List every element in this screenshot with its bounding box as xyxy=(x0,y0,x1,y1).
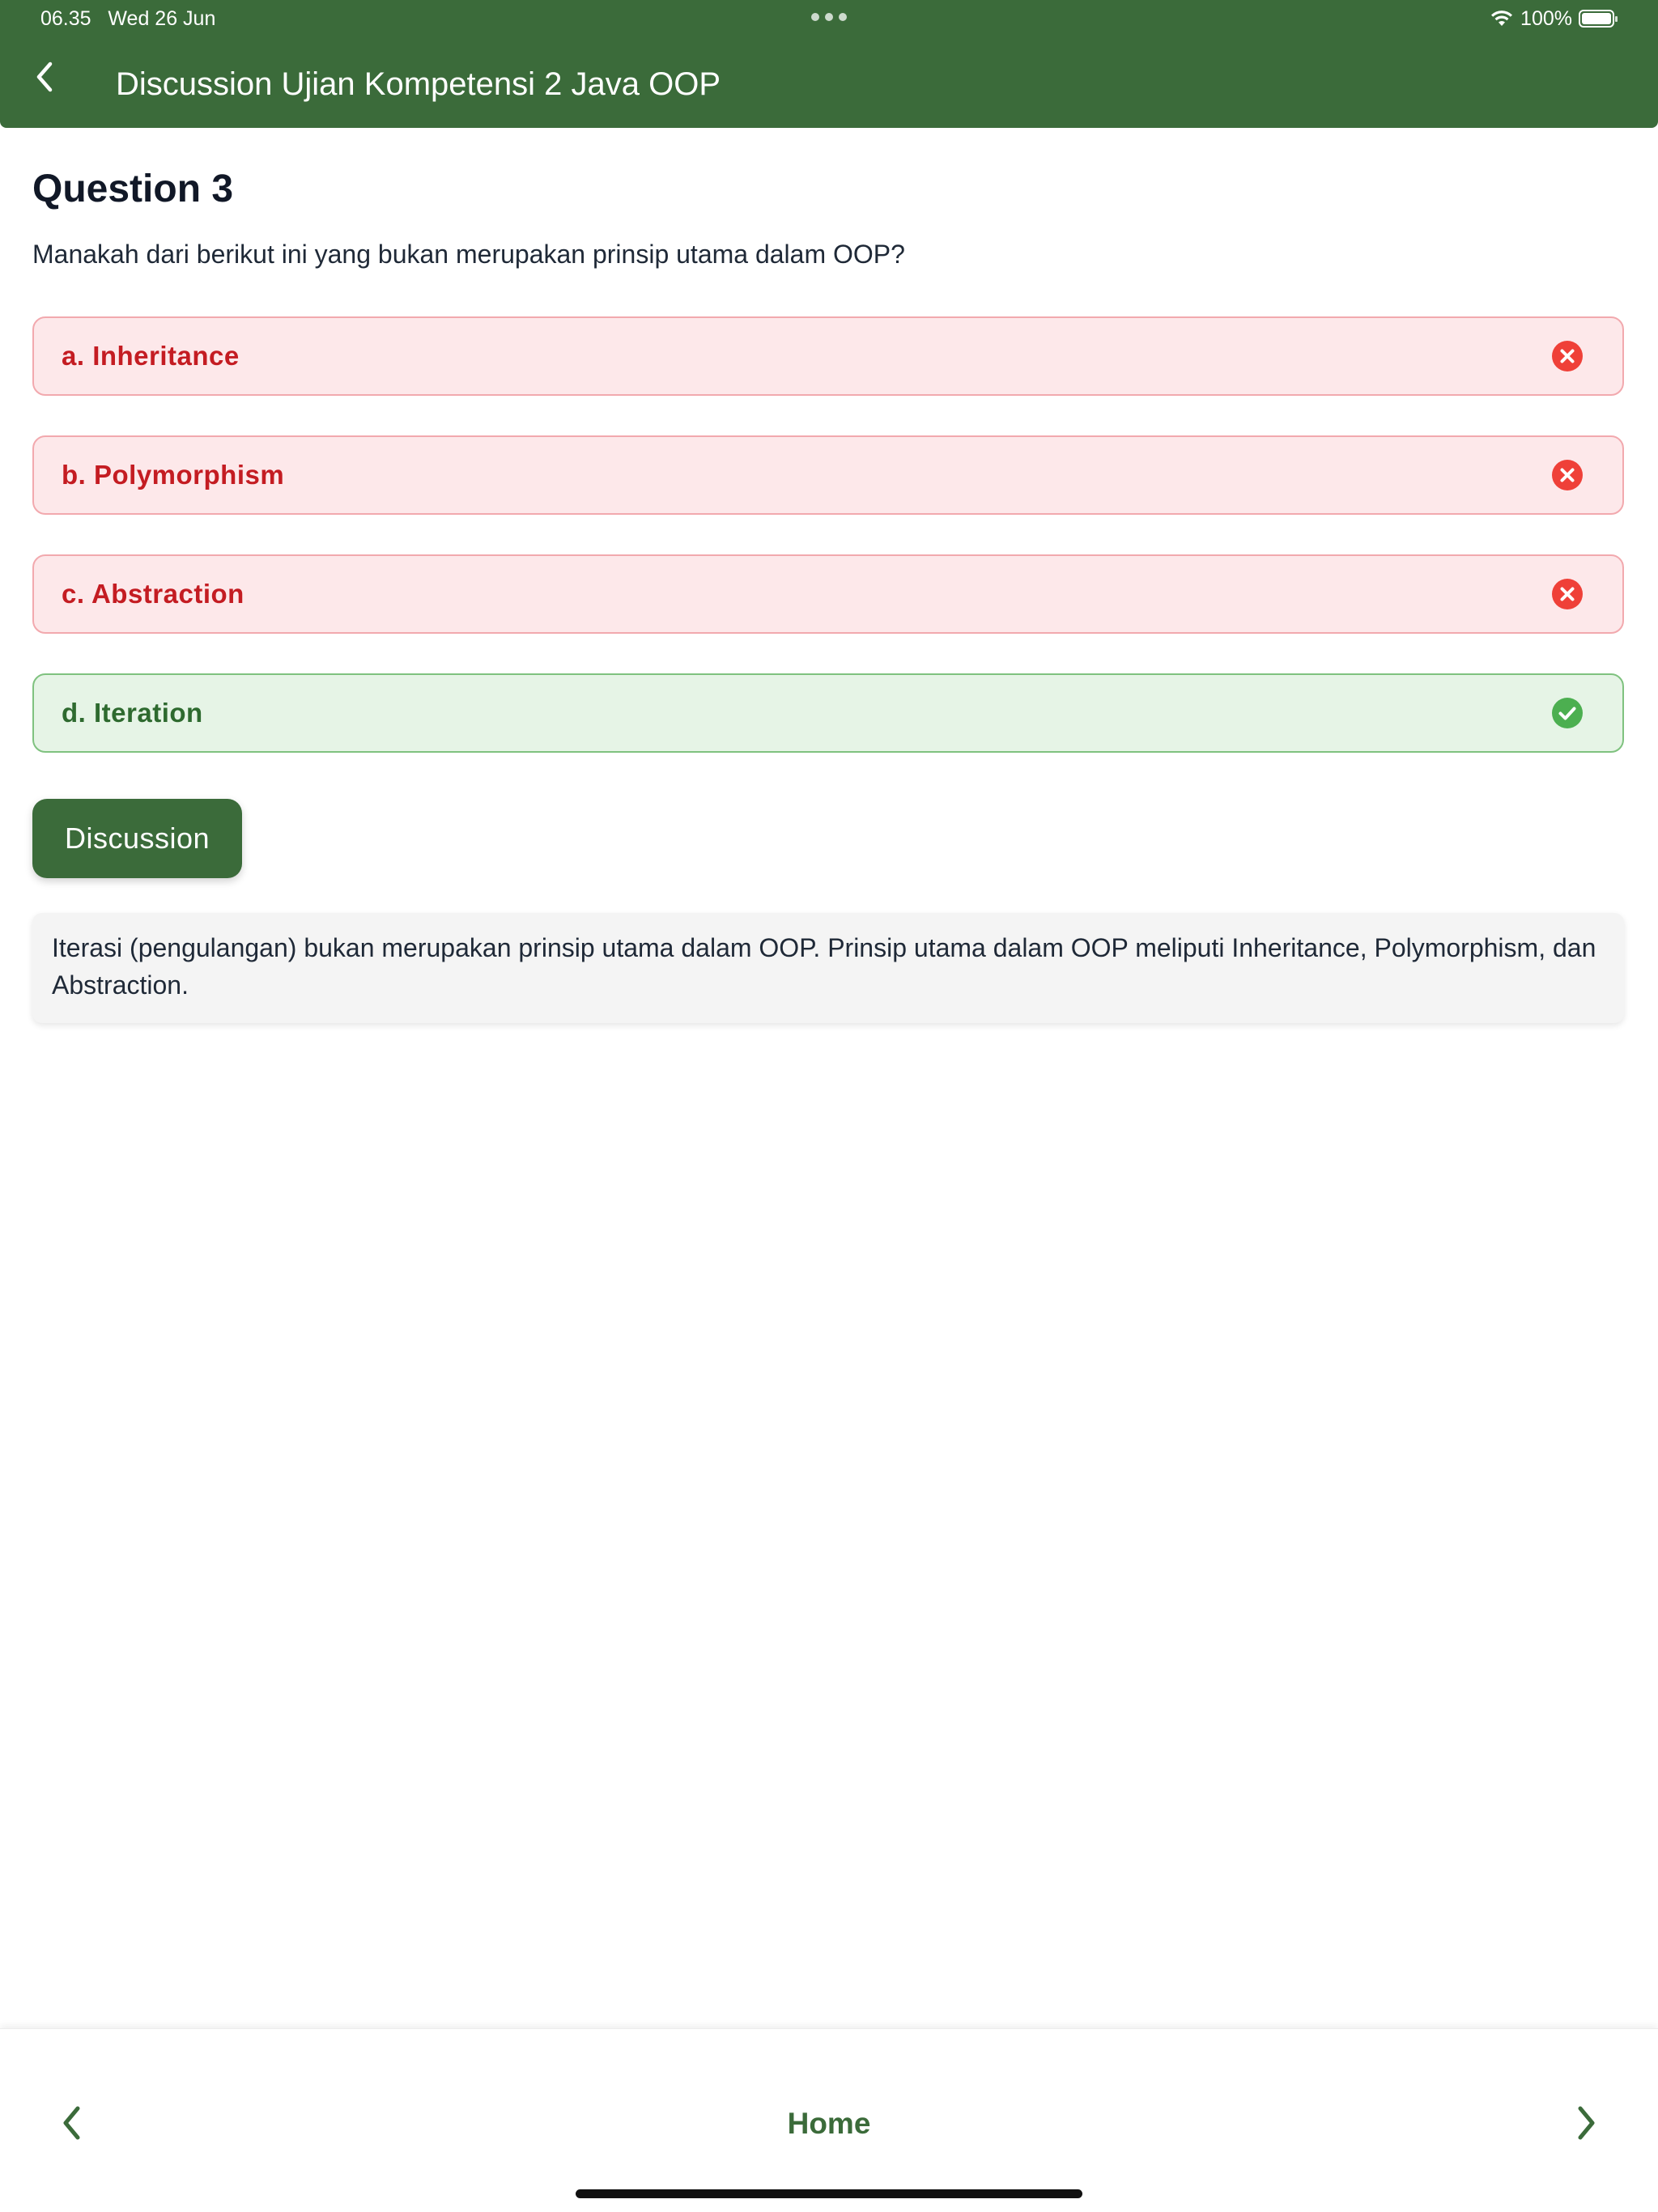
discussion-button[interactable]: Discussion xyxy=(32,799,242,878)
x-circle-icon xyxy=(1551,459,1584,491)
status-bar-right xyxy=(1490,6,1614,31)
next-question-button[interactable] xyxy=(1564,2100,1609,2146)
battery-icon xyxy=(1579,10,1614,28)
answer-option-b[interactable] xyxy=(32,435,1624,515)
previous-question-button[interactable] xyxy=(49,2100,94,2146)
chevron-left-icon xyxy=(59,2104,83,2142)
discussion-panel xyxy=(32,913,1624,1023)
wifi-icon xyxy=(1490,10,1514,28)
option-label: a. Inheritance xyxy=(62,341,240,371)
status-bar-time xyxy=(40,6,215,31)
x-circle-icon xyxy=(1551,340,1584,372)
multitasking-dots-icon[interactable] xyxy=(811,13,847,23)
option-label: b. Polymorphism xyxy=(62,460,285,490)
battery-percentage: 100% xyxy=(1520,6,1572,30)
option-label: c. Abstraction xyxy=(62,579,244,609)
chevron-right-icon xyxy=(1575,2104,1599,2142)
status-date: Wed 26 Jun xyxy=(108,7,216,30)
page-title: Discussion Ujian Kompetensi 2 Java OOP xyxy=(116,66,721,102)
home-indicator[interactable] xyxy=(576,2189,1082,2198)
question-text: Manakah dari berikut ini yang bukan merupakan prinsip utama dalam OOP? xyxy=(32,240,905,269)
status-time: 06.35 xyxy=(40,7,91,30)
answer-option-d[interactable] xyxy=(32,673,1624,753)
app-header xyxy=(0,0,1658,128)
home-button[interactable]: Home xyxy=(787,2107,871,2140)
question-title: Question 3 xyxy=(32,168,234,210)
x-circle-icon xyxy=(1551,578,1584,610)
answer-option-a[interactable] xyxy=(32,316,1624,396)
option-label: d. Iteration xyxy=(62,698,203,728)
answer-option-c[interactable] xyxy=(32,554,1624,634)
bottom-navigation xyxy=(0,2028,1658,2212)
check-circle-icon xyxy=(1551,697,1584,729)
back-button[interactable] xyxy=(24,57,65,97)
discussion-text: Iterasi (pengulangan) bukan merupakan prinsip utama dalam OOP. Prinsip utama dalam OOP meliputi Inheritance, Polymorphism, dan Abstraction. xyxy=(52,933,1596,1000)
chevron-left-icon xyxy=(34,61,55,93)
